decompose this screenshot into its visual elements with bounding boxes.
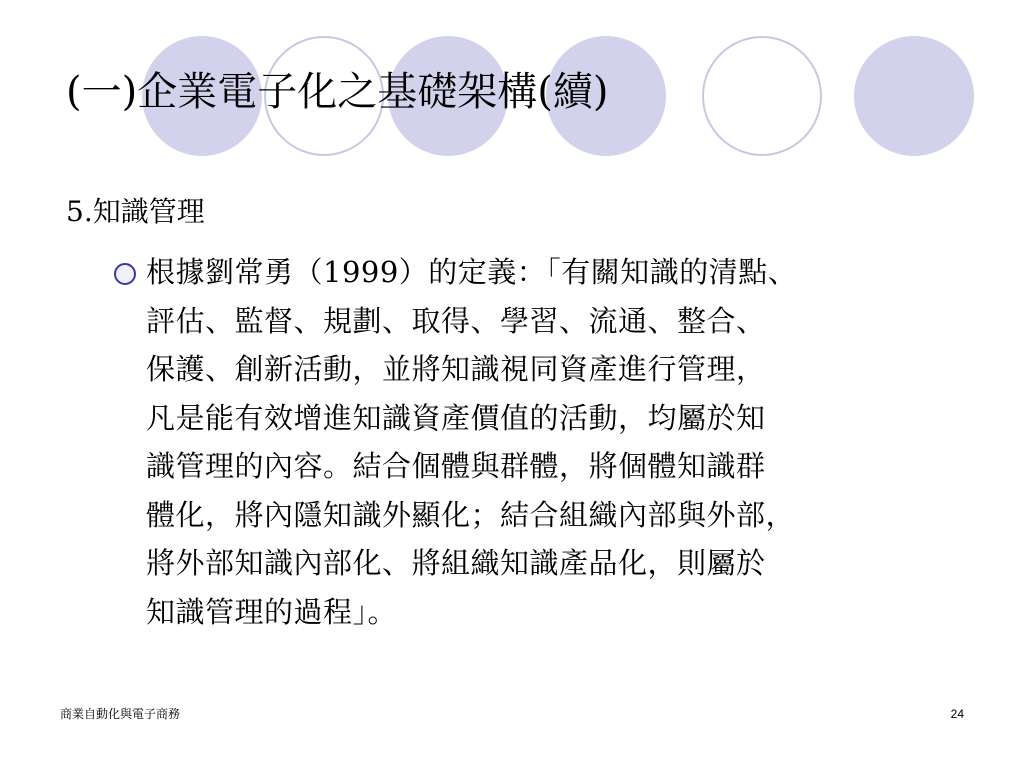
decorative-circle	[702, 36, 822, 156]
hollow-circle-bullet-icon	[114, 263, 136, 285]
bullet-line: 根據劉常勇（1999）的定義：「有關知識的清點、	[146, 255, 798, 289]
bullet-line: 體化，將內隱知識外顯化；結合組織內部與外部，	[146, 497, 796, 532]
slide-title: (一)企業電子化之基礎架構(續)	[66, 69, 609, 115]
section-number: 5.	[66, 195, 93, 228]
decorative-circle	[854, 36, 974, 156]
footer-course-title: 商業自動化與電子商務	[60, 707, 181, 721]
section-heading-text: 知識管理	[92, 195, 205, 228]
bullet-line: 評估、監督、規劃、取得、學習、流通、整合、	[146, 303, 766, 338]
section-heading	[66, 188, 205, 236]
bullet-line: 將外部知識內部化、將組織知識產品化，則屬於	[146, 546, 766, 580]
bullet-line: 知識管理的過程」。	[146, 594, 398, 629]
bullet-line: 識管理的內容。結合個體與群體，將個體知識群	[146, 449, 766, 483]
page-number: 24	[950, 707, 964, 721]
bullet-line: 凡是能有效增進知識資產價值的活動，均屬於知	[146, 400, 766, 435]
bullet-text	[146, 248, 996, 636]
bullet-line: 保護、創新活動，並將知識視同資產進行管理，	[146, 352, 766, 386]
